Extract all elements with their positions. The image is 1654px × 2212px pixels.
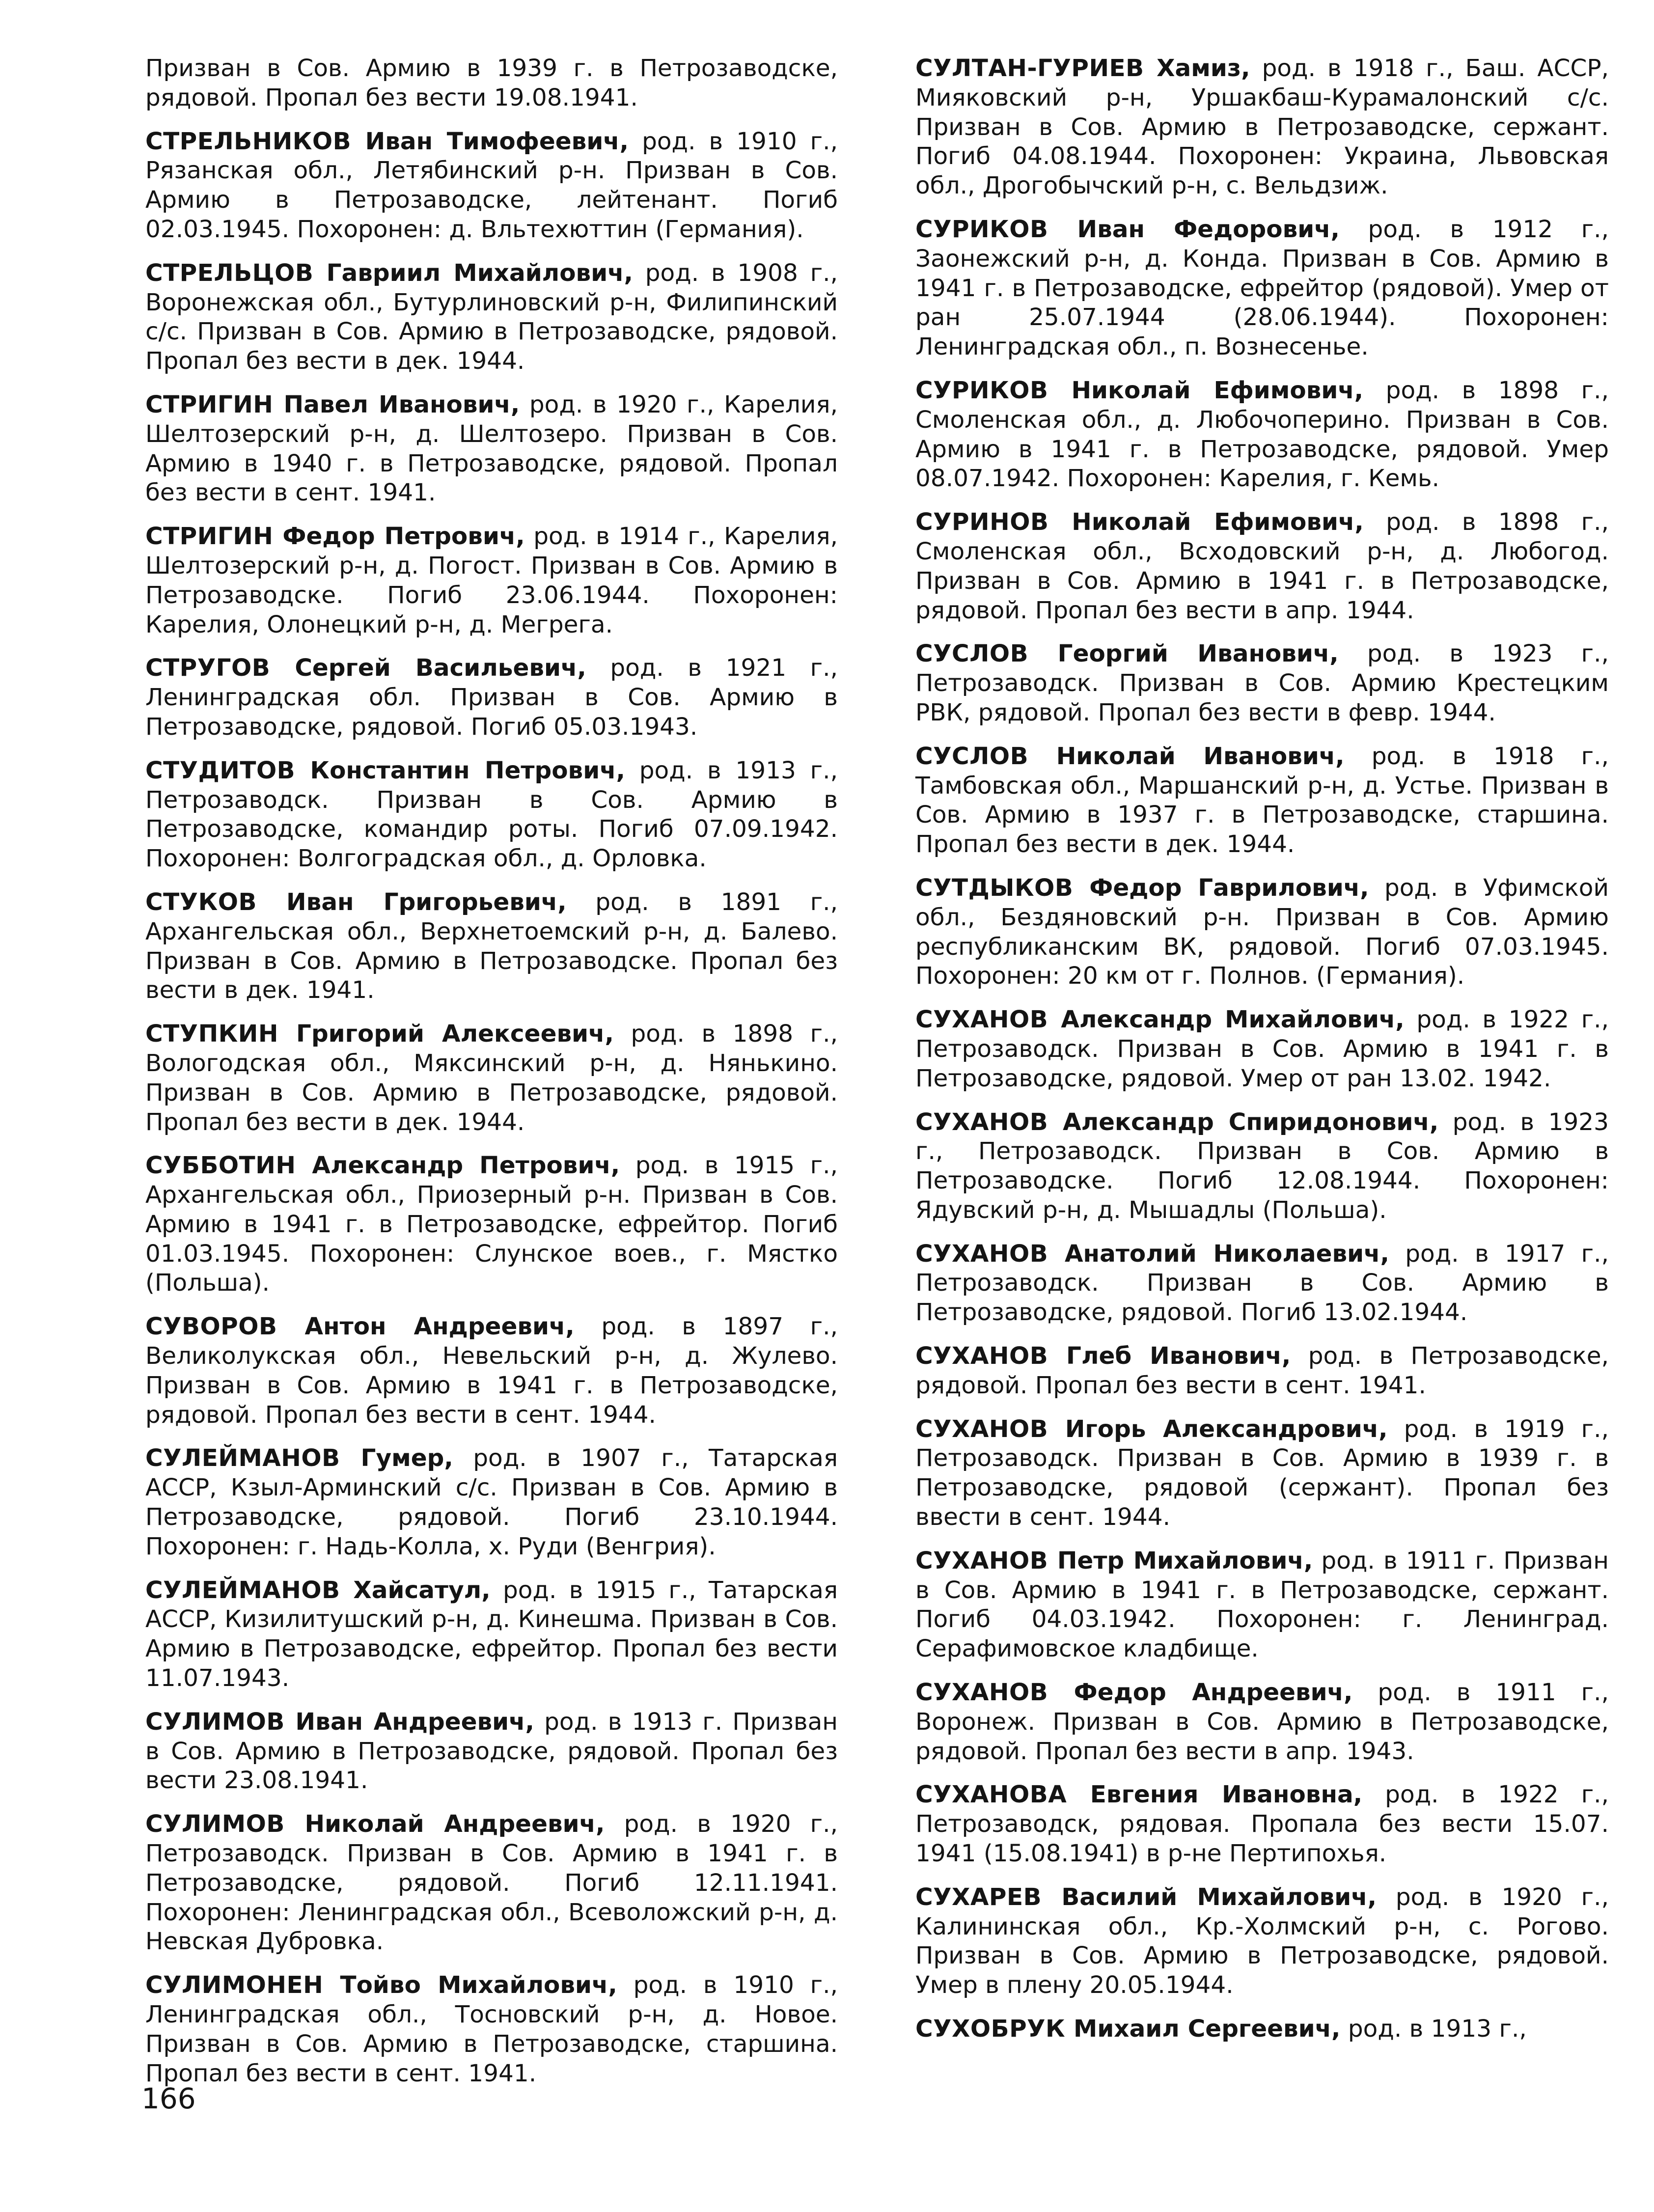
entry-text: род. в 1898 г., Смоленская обл., Всходовский р-н, д. Любогод. Призван в Сов. Армию в 1941 г. в Петрозаводске, рядовой. Пропал без вести в апр. 1944. [915, 508, 1609, 624]
entry-given-name: Павел Иванович, [273, 390, 520, 418]
right-column [915, 54, 1609, 2044]
biographical-entry [145, 1444, 838, 1561]
entry-given-name: Николай Ефимович, [1048, 508, 1364, 536]
biographical-entry [915, 2015, 1609, 2044]
entry-text: род. в 1919 г., Петрозаводск. Призван в Сов. Армию в 1939 г. в Петрозаводске, рядовой (сержант). Пропал без ввести в сент. 1944. [915, 1415, 1609, 1531]
entry-surname: СТУПКИН [145, 1020, 278, 1048]
entry-given-name: Хайсатул, [340, 1576, 491, 1604]
entry-text: род. в Уфимской обл., Бездяновский р-н. Призван в Сов. Армию республиканским ВК, рядовой. Погиб 07.03.1945. Похоронен: 20 км от г. Полнов. (Германия). [915, 874, 1609, 990]
entry-text: род. в 1912 г., Заонежский р-н, д. Конда. Призван в Сов. Армию в 1941 г. в Петрозаводске, ефрейтор (рядовой). Умер от ран 25.07.1944 (28.06.1944). Похоронен: Ленинградская обл., п. Вознесенье. [915, 215, 1609, 361]
entry-surname: СТРУГОВ [145, 654, 271, 682]
biographical-entry [145, 1020, 838, 1137]
entry-surname: СТРЕЛЬЦОВ [145, 259, 314, 287]
biographical-entry [145, 1312, 838, 1430]
entry-surname: СУСЛОВ [915, 742, 1029, 770]
biographical-entry [145, 1151, 838, 1298]
entry-given-name: Александр Спиридонович, [1048, 1108, 1439, 1136]
entry-text: род. в 1910 г., Рязанская обл., Летябинский р-н. Призван в Сов. Армию в Петрозаводске, лейтенант. Погиб 02.03.1945. Похоронен: д. Вльтехюттин (Германия). [145, 127, 838, 243]
biographical-entry [915, 1547, 1609, 1664]
entry-given-name: Георгий Иванович, [1028, 640, 1339, 668]
entry-surname: СУХАНОВ [915, 1240, 1048, 1268]
biographical-entry [145, 1810, 838, 1957]
entry-surname: СУХАНОВ [915, 1547, 1048, 1575]
biographical-entry [145, 888, 838, 1005]
entry-surname: СТУКОВ [145, 888, 257, 916]
entry-surname: СУРИНОВ [915, 508, 1049, 536]
entry-text: род. в 1913 г. Призван в Сов. Армию в Петрозаводске, рядовой. Пропал без вести 23.08.1941. [145, 1708, 838, 1795]
biographical-entry [915, 508, 1609, 625]
entry-given-name: Петр Михайлович, [1048, 1547, 1313, 1575]
entry-given-name: Сергей Васильевич, [270, 654, 586, 682]
entry-given-name: Александр Петрович, [296, 1152, 620, 1180]
entry-surname: СУЛЕЙМАНОВ [145, 1444, 340, 1472]
entry-surname: СУЛИМОВ [145, 1708, 285, 1736]
entry-text: Призван в Сов. Армию в 1939 г. в Петрозаводске, рядовой. Пропал без вести 19.08.1941. [145, 55, 838, 111]
entry-given-name: Анатолий Николаевич, [1048, 1240, 1389, 1268]
biographical-entry [145, 756, 838, 874]
biographical-entry [915, 1108, 1609, 1225]
biographical-entry [145, 1708, 838, 1796]
entry-text: род. в 1915 г., Архангельская обл., Приозерный р-н. Призван в Сов. Армию в 1941 г. в Петрозаводске, ефрейтор. Погиб 01.03.1945. Похоронен: Слунское воев., г. Мястко (Польша). [145, 1152, 838, 1297]
entry-surname: СУРИКОВ [915, 376, 1048, 404]
left-column [145, 54, 838, 2088]
entry-given-name: Николай Андреевич, [284, 1810, 605, 1838]
entry-text: род. в 1914 г., Карелия, Шелтозерский р-н, д. Погост. Призван в Сов. Армию в Петрозаводске. Погиб 23.06.1944. Похоронен: Карелия, Олонецкий р-н, д. Мегрега. [145, 523, 838, 638]
entry-surname: СУХАНОВ [915, 1415, 1048, 1443]
page-number: 166 [141, 2082, 196, 2115]
entry-given-name: Тойво Михайлович, [323, 1971, 617, 1999]
entry-surname: СУСЛОВ [915, 640, 1029, 668]
entry-given-name: Иван Григорьевич, [256, 888, 567, 916]
entry-surname: СТУДИТОВ [145, 756, 296, 784]
entry-text: род. в 1911 г. Призван в Сов. Армию в 1941 г. в Петрозаводске, сержант. Погиб 04.03.1942. Похоронен: г. Ленинград. Серафимовское кладбище. [915, 1547, 1609, 1663]
entry-surname: СУТДЫКОВ [915, 874, 1074, 902]
entry-given-name: Николай Ефимович, [1048, 376, 1364, 404]
entry-surname: СУВОРОВ [145, 1313, 277, 1341]
entry-given-name: Михаил Сергеевич, [1065, 2015, 1341, 2043]
entry-text: род. в Петрозаводске, рядовой. Пропал без вести в сент. 1941. [915, 1342, 1609, 1399]
entry-surname: СУХАНОВ [915, 1108, 1048, 1136]
entry-text: род. в 1918 г., Баш. АССР, Мияковский р-н, Уршакбаш-Курамалонский с/с. Призван в Сов. Армию в Петрозаводске, сержант. Погиб 04.08.1944. Похоронен: Украина, Львовская обл., Дрогобычский р-н, с. Вельдзиж. [915, 55, 1609, 200]
entry-surname: СТРЕЛЬНИКОВ [145, 127, 352, 155]
entry-given-name: Федор Гаврилович, [1073, 874, 1369, 902]
entry-text: род. в 1891 г., Архангельская обл., Верхнетоемский р-н, д. Балево. Призван в Сов. Армию в Петрозаводске. Пропал без вести в дек. 1941. [145, 888, 838, 1004]
entry-text: род. в 1922 г., Петрозаводск, рядовая. Пропала без вести 15.07. 1941 (15.08.1941) в р-не Пертипохья. [915, 1781, 1609, 1868]
entry-text: род. в 1897 г., Великолукская обл., Невельский р-н, д. Жулево. Призван в Сов. Армию в 1941 г. в Петрозаводске, рядовой. Пропал без вести в сент. 1944. [145, 1313, 838, 1429]
entry-given-name: Антон Андреевич, [277, 1313, 575, 1341]
entry-surname: СУХАНОВА [915, 1781, 1067, 1809]
entry-surname: СУХАРЕВ [915, 1883, 1042, 1911]
biographical-entry [145, 259, 838, 376]
biographical-entry [915, 1780, 1609, 1868]
entry-given-name: Евгения Ивановна, [1067, 1781, 1363, 1809]
entry-given-name: Константин Петрович, [295, 756, 625, 784]
entry-surname: СУББОТИН [145, 1152, 296, 1180]
biographical-entry [145, 1971, 838, 2088]
entry-text: род. в 1907 г., Татарская АССР, Кзыл-Арминский с/с. Призван в Сов. Армию в Петрозаводске, рядовой. Погиб 23.10.1944. Похоронен: г. Надь-Колла, х. Руди (Венгрия). [145, 1444, 838, 1560]
entry-surname: СТРИГИН [145, 523, 274, 551]
entry-surname: СУХАНОВ [915, 1342, 1048, 1370]
biographical-entry [145, 390, 838, 508]
entry-text: род. в 1913 г., Петрозаводск. Призван в Сов. Армию в Петрозаводске, командир роты. Погиб 07.09.1942. Похоронен: Волгоградская обл., д. Орловка. [145, 756, 838, 873]
entry-surname: СУХАНОВ [915, 1006, 1048, 1034]
entry-text: род. в 1898 г., Вологодская обл., Мяксинский р-н, д. Нянькино. Призван в Сов. Армию в Петрозаводске, рядовой. Пропал без вести в дек. 1944. [145, 1020, 838, 1136]
entry-text: род. в 1923 г., Петрозаводск. Призван в Сов. Армию Крестецким РВК, рядовой. Пропал без вести в февр. 1944. [915, 640, 1609, 726]
entry-given-name: Иван Тимофеевич, [351, 127, 629, 155]
entry-surname: СУЛТАН-ГУРИЕВ [915, 55, 1144, 82]
biographical-entry [915, 874, 1609, 991]
entry-given-name: Глеб Иванович, [1048, 1342, 1291, 1370]
biographical-entry [915, 639, 1609, 727]
biographical-entry [915, 376, 1609, 494]
biographical-entry [915, 742, 1609, 859]
biographical-entry [915, 54, 1609, 201]
entry-given-name: Иван Андреевич, [284, 1708, 534, 1736]
biographical-entry [145, 1576, 838, 1693]
biographical-entry [915, 1415, 1609, 1532]
entry-given-name: Хамиз, [1144, 55, 1250, 82]
entry-given-name: Федор Петрович, [273, 523, 525, 551]
entry-surname: СТРИГИН [145, 390, 274, 418]
entry-text: род. в 1911 г., Воронеж. Призван в Сов. Армию в Петрозаводске, рядовой. Пропал без вести в апр. 1943. [915, 1679, 1609, 1765]
entry-text: род. в 1910 г., Ленинградская обл., Тосновский р-н, д. Новое. Призван в Сов. Армию в Петрозаводске, старшина. Пропал без вести в сент. 1941. [145, 1971, 838, 2087]
biographical-entry [915, 1678, 1609, 1766]
entry-text: род. в 1921 г., Ленинградская обл. Призван в Сов. Армию в Петрозаводске, рядовой. Погиб 05.03.1943. [145, 654, 838, 741]
biographical-entry [145, 127, 838, 245]
entry-surname: СУЛИМОВ [145, 1810, 285, 1838]
biographical-entry [915, 1342, 1609, 1401]
entry-text: род. в 1918 г., Тамбовская обл., Маршанский р-н, д. Устье. Призван в Сов. Армию в 1937 г. в Петрозаводске, старшина. Пропал без вести в дек. 1944. [915, 742, 1609, 858]
entry-text: род. в 1917 г., Петрозаводск. Призван в Сов. Армию в Петрозаводске, рядовой. Погиб 13.02.1944. [915, 1240, 1609, 1327]
entry-surname: СУХАНОВ [915, 1679, 1048, 1707]
entry-text: род. в 1920 г., Калининская обл., Кр.-Холмский р-н, с. Рогово. Призван в Сов. Армию в Петрозаводске, рядовой. Умер в плену 20.05.1944. [915, 1883, 1609, 1999]
entry-given-name: Александр Михайлович, [1048, 1006, 1405, 1034]
entry-given-name: Иван Федорович, [1048, 215, 1340, 243]
biographical-entry [915, 1005, 1609, 1093]
biographical-entry [915, 215, 1609, 362]
entry-text: род. в 1898 г., Смоленская обл., д. Любочоперино. Призван в Сов. Армию в 1941 г. в Петрозаводске, рядовой. Умер 08.07.1942. Похоронен: Карелия, г. Кемь. [915, 376, 1609, 493]
entry-text: род. в 1908 г., Воронежская обл., Бутурлиновский р-н, Филипинский с/с. Призван в Сов. Армию в Петрозаводске, рядовой. Пропал без вести в дек. 1944. [145, 259, 838, 375]
entry-text: род. в 1922 г., Петрозаводск. Призван в Сов. Армию в 1941 г. в Петрозаводске, рядовой. Умер от ран 13.02. 1942. [915, 1006, 1609, 1092]
entry-given-name: Гавриил Михайлович, [313, 259, 633, 287]
entry-text: род. в 1920 г., Петрозаводск. Призван в Сов. Армию в 1941 г. в Петрозаводске, рядовой. Погиб 12.11.1941. Похоронен: Ленинградская обл., Всеволожский р-н, д. Невская Дубровка. [145, 1810, 838, 1956]
entry-text: род. в 1913 г., [1340, 2015, 1527, 2043]
biographical-entry [915, 1240, 1609, 1327]
entry-given-name: Федор Андреевич, [1048, 1679, 1353, 1707]
entry-given-name: Николай Иванович, [1028, 742, 1345, 770]
entry-surname: СУЛИМОНЕН [145, 1971, 324, 1999]
biographical-entry [145, 654, 838, 742]
entry-surname: СУЛЕЙМАНОВ [145, 1576, 340, 1604]
entry-given-name: Григорий Алексеевич, [278, 1020, 614, 1048]
entry-given-name: Гумер, [340, 1444, 453, 1472]
biographical-entry [915, 1883, 1609, 2000]
biographical-entry [145, 54, 838, 113]
entry-text: род. в 1920 г., Карелия, Шелтозерский р-н, д. Шелтозеро. Призван в Сов. Армию в 1940 г. в Петрозаводске, рядовой. Пропал без вести в сент. 1941. [145, 390, 838, 507]
entry-text: род. в 1915 г., Татарская АССР, Кизилитушский р-н, д. Кинешма. Призван в Сов. Армию в Петрозаводске, ефрейтор. Пропал без вести 11.07.1943. [145, 1576, 838, 1692]
entry-surname: СУХОБРУК [915, 2015, 1066, 2043]
biographical-entry [145, 522, 838, 639]
entry-text: род. в 1923 г., Петрозаводск. Призван в Сов. Армию в Петрозаводске. Погиб 12.08.1944. Похоронен: Ядувский р-н, д. Мышадлы (Польша). [915, 1108, 1609, 1224]
entry-given-name: Игорь Александрович, [1048, 1415, 1388, 1443]
entry-given-name: Василий Михайлович, [1042, 1883, 1377, 1911]
entry-surname: СУРИКОВ [915, 215, 1048, 243]
